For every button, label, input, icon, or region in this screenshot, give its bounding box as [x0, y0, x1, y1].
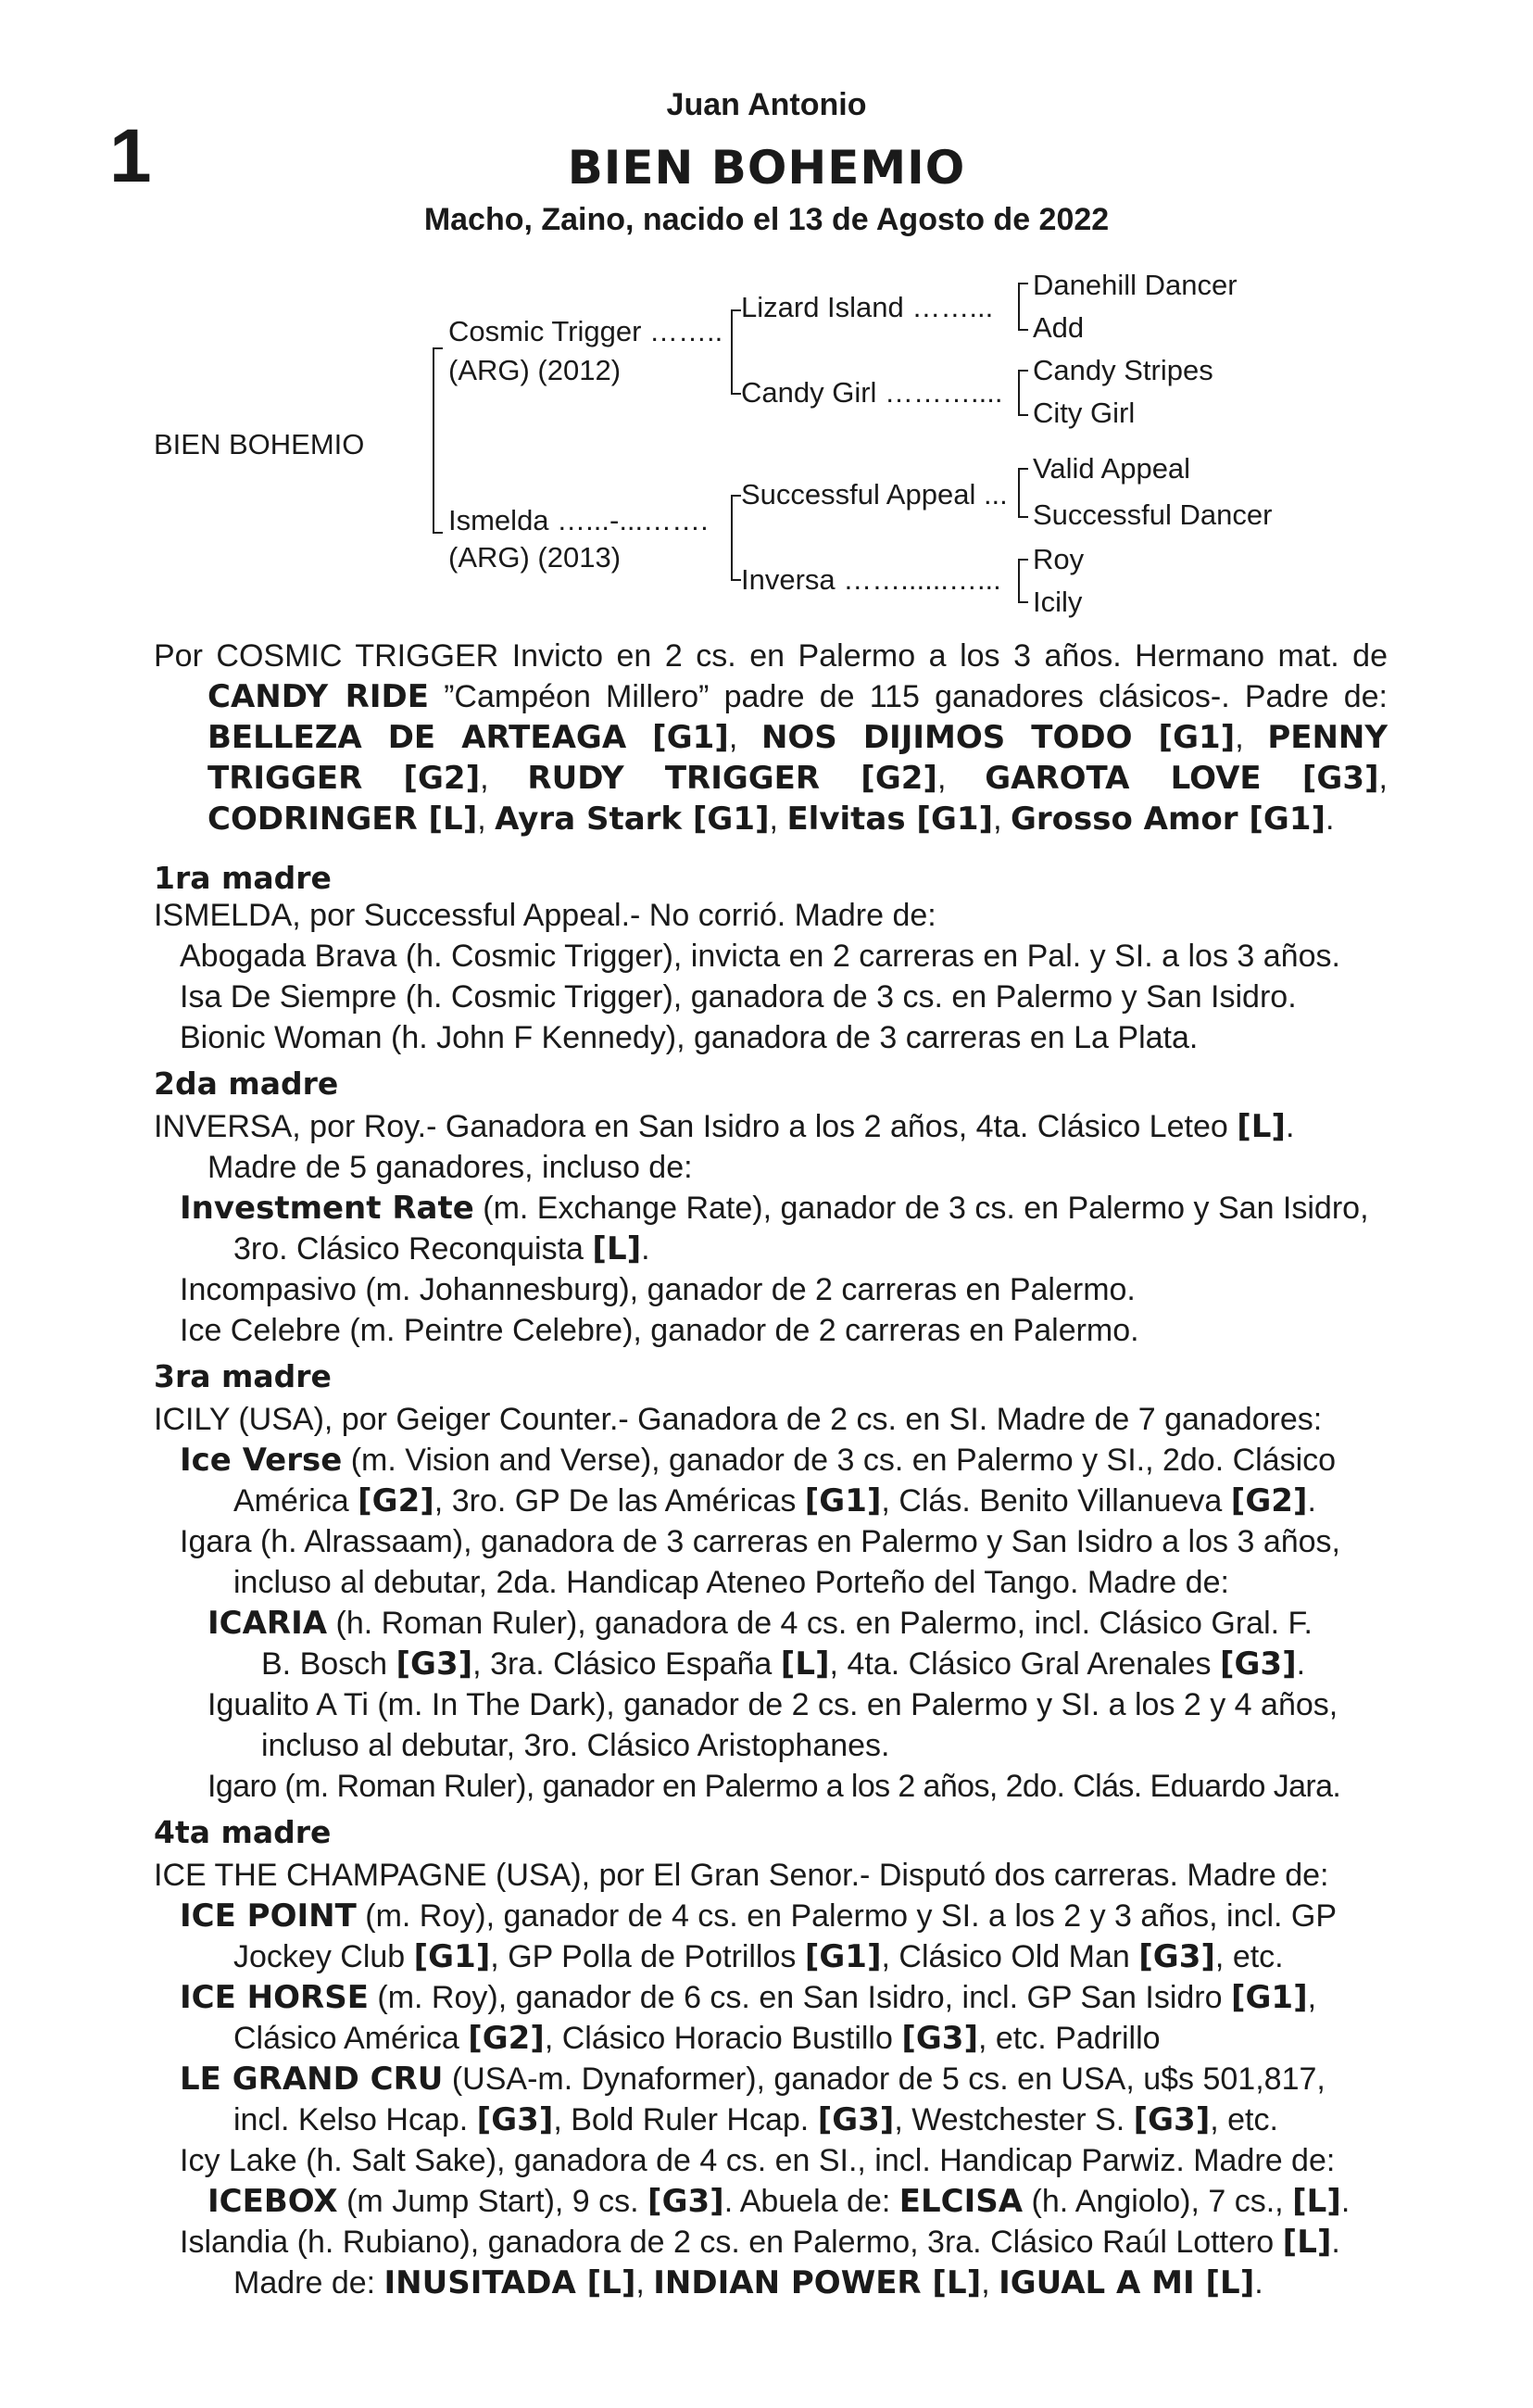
pedigree-dam: Ismelda …...-...……. [448, 504, 709, 536]
third-dam-grandproduce: Igaro (m. Roman Ruler), ganador en Palermo a los 2 años, 2do. Clás. Eduardo Jara. [207, 1769, 1341, 1804]
pedigree-dam-info: (ARG) (2013) [448, 541, 622, 574]
pedigree-dam-dam: Inversa ……......…... [741, 563, 1001, 596]
third-dam-produce: Ice Verse (m. Vision and Verse), ganador de 3 cs. en Palermo y SI., 2do. Clásico [180, 1442, 1337, 1479]
second-dam-intro: INVERSA, por Roy.- Ganadora en San Isidro a los 2 años, 4ta. Clásico Leteo [L]. [154, 1108, 1295, 1145]
pedigree-dam-sire: Successful Appeal ... [741, 478, 1008, 511]
first-dam-heading: 1ra madre [154, 860, 332, 896]
pedigree-sire-sire: Lizard Island ……... [741, 291, 994, 323]
fourth-dam-produce: Jockey Club [G1], GP Polla de Potrillos [G1], Clásico Old Man [G3], etc. [233, 1938, 1284, 1975]
sire-description [154, 636, 1388, 839]
pedigree-ggp-4: City Girl [1033, 397, 1136, 429]
third-dam-grandproduce: B. Bosch [G3], 3ra. Clásico España [L], 4ta. Clásico Gral Arenales [G3]. [261, 1645, 1306, 1683]
third-dam-grandproduce: incluso al debutar, 3ro. Clásico Aristophanes. [261, 1728, 890, 1763]
fourth-dam-produce: Madre de: INUSITADA [L], INDIAN POWER [L], IGUAL A MI [L]. [233, 2264, 1263, 2301]
first-dam-produce: Abogada Brava (h. Cosmic Trigger), invicta en 2 carreras en Pal. y SI. a los 3 años. [180, 939, 1340, 974]
first-dam-intro: ISMELDA, por Successful Appeal.- No corrió. Madre de: [154, 898, 936, 933]
pedigree-ggp-1: Danehill Dancer [1033, 269, 1238, 301]
first-dam-produce: Bionic Woman (h. John F Kennedy), ganadora de 3 carreras en La Plata. [180, 1020, 1199, 1055]
fourth-dam-produce: Clásico América [G2], Clásico Horacio Bustillo [G3], etc. Padrillo [233, 2020, 1161, 2057]
sire-paragraph: Por COSMIC TRIGGER Invicto en 2 cs. en Palermo a los 3 años. Hermano mat. de CANDY RIDE ”Campéon Millero” padre de 115 ganadores clásicos-. Padre de: BELLEZA DE ARTEAGA [G1], NOS DIJIMOS TODO [G1], PENNY TRIGGER [G2], RUDY TRIGGER [G2], GAROTA LOVE [G3], CODRINGER [L], Ayra Stark [G1], Elvitas [G1], Grosso Amor [G1]. [154, 638, 1388, 838]
pedigree-sire-dam: Candy Girl ……….... [741, 376, 1003, 409]
fourth-dam-produce: ICE POINT (m. Roy), ganador de 4 cs. en Palermo y SI. a los 2 y 3 años, incl. GP [180, 1897, 1338, 1935]
fourth-dam-produce: ICE HORSE (m. Roy), ganador de 6 cs. en San Isidro, incl. GP San Isidro [G1], [180, 1979, 1317, 2016]
third-dam-intro: ICILY (USA), por Geiger Counter.- Ganadora de 2 cs. en SI. Madre de 7 ganadores: [154, 1402, 1323, 1437]
third-dam-heading: 3ra madre [154, 1358, 332, 1394]
breeder-name: Juan Antonio [666, 87, 867, 122]
second-dam-produce: Investment Rate (m. Exchange Rate), ganador de 3 cs. en Palermo y San Isidro, [180, 1190, 1369, 1227]
pedigree-ggp-2: Add [1033, 311, 1085, 344]
pedigree-subject: BIEN BOHEMIO [154, 428, 365, 460]
third-dam-produce: incluso al debutar, 2da. Handicap Ateneo Porteño del Tango. Madre de: [233, 1565, 1229, 1600]
third-dam-grandproduce: ICARIA (h. Roman Ruler), ganadora de 4 cs. en Palermo, incl. Clásico Gral. F. [207, 1605, 1313, 1642]
second-dam-produce: Incompasivo (m. Johannesburg), ganador de 2 carreras en Palermo. [180, 1272, 1136, 1307]
fourth-dam-intro: ICE THE CHAMPAGNE (USA), por El Gran Senor.- Disputó dos carreras. Madre de: [154, 1858, 1329, 1893]
pedigree-sire-info: (ARG) (2012) [448, 354, 622, 386]
horse-info: Macho, Zaino, nacido el 13 de Agosto de 2022 [423, 202, 1110, 237]
fourth-dam-produce: Icy Lake (h. Salt Sake), ganadora de 4 cs. en SI., incl. Handicap Parwiz. Madre de: [180, 2143, 1336, 2178]
first-dam-produce: Isa De Siempre (h. Cosmic Trigger), ganadora de 3 cs. en Palermo y San Isidro. [180, 979, 1297, 1015]
second-dam-heading: 2da madre [154, 1065, 339, 1102]
second-dam-produce: Ice Celebre (m. Peintre Celebre), ganador de 2 carreras en Palermo. [180, 1313, 1139, 1348]
pedigree-sire: Cosmic Trigger …….. [448, 315, 723, 347]
pedigree-ggp-7: Roy [1033, 543, 1085, 575]
second-dam-intro: Madre de 5 ganadores, incluso de: [207, 1150, 693, 1185]
pedigree-ggp-8: Icily [1033, 586, 1083, 618]
pedigree-ggp-3: Candy Stripes [1033, 354, 1213, 386]
fourth-dam-produce: incl. Kelso Hcap. [G3], Bold Ruler Hcap. [G3], Westchester S. [G3], etc. [233, 2101, 1278, 2138]
fourth-dam-heading: 4ta madre [154, 1814, 332, 1850]
lot-number: 1 [109, 114, 152, 198]
third-dam-produce: Igara (h. Alrassaam), ganadora de 3 carreras en Palermo y San Isidro a los 3 años, [180, 1524, 1340, 1559]
second-dam-produce: 3ro. Clásico Reconquista [L]. [233, 1230, 650, 1267]
fourth-dam-produce: Islandia (h. Rubiano), ganadora de 2 cs. en Palermo, 3ra. Clásico Raúl Lottero [L]. [180, 2224, 1340, 2261]
fourth-dam-produce: LE GRAND CRU (USA-m. Dynaformer), ganador de 5 cs. en USA, u$s 501,817, [180, 2061, 1326, 2098]
third-dam-grandproduce: Igualito A Ti (m. In The Dark), ganador de 2 cs. en Palermo y SI. a los 2 y 4 años, [207, 1687, 1338, 1722]
pedigree-ggp-5: Valid Appeal [1033, 452, 1191, 485]
fourth-dam-grandproduce: ICEBOX (m Jump Start), 9 cs. [G3]. Abuela de: ELCISA (h. Angiolo), 7 cs., [L]. [207, 2183, 1351, 2220]
pedigree-ggp-6: Successful Dancer [1033, 498, 1273, 531]
third-dam-produce: América [G2], 3ro. GP De las Américas [G1], Clás. Benito Villanueva [G2]. [233, 1482, 1316, 1519]
horse-name: BIEN BOHEMIO [567, 141, 966, 195]
